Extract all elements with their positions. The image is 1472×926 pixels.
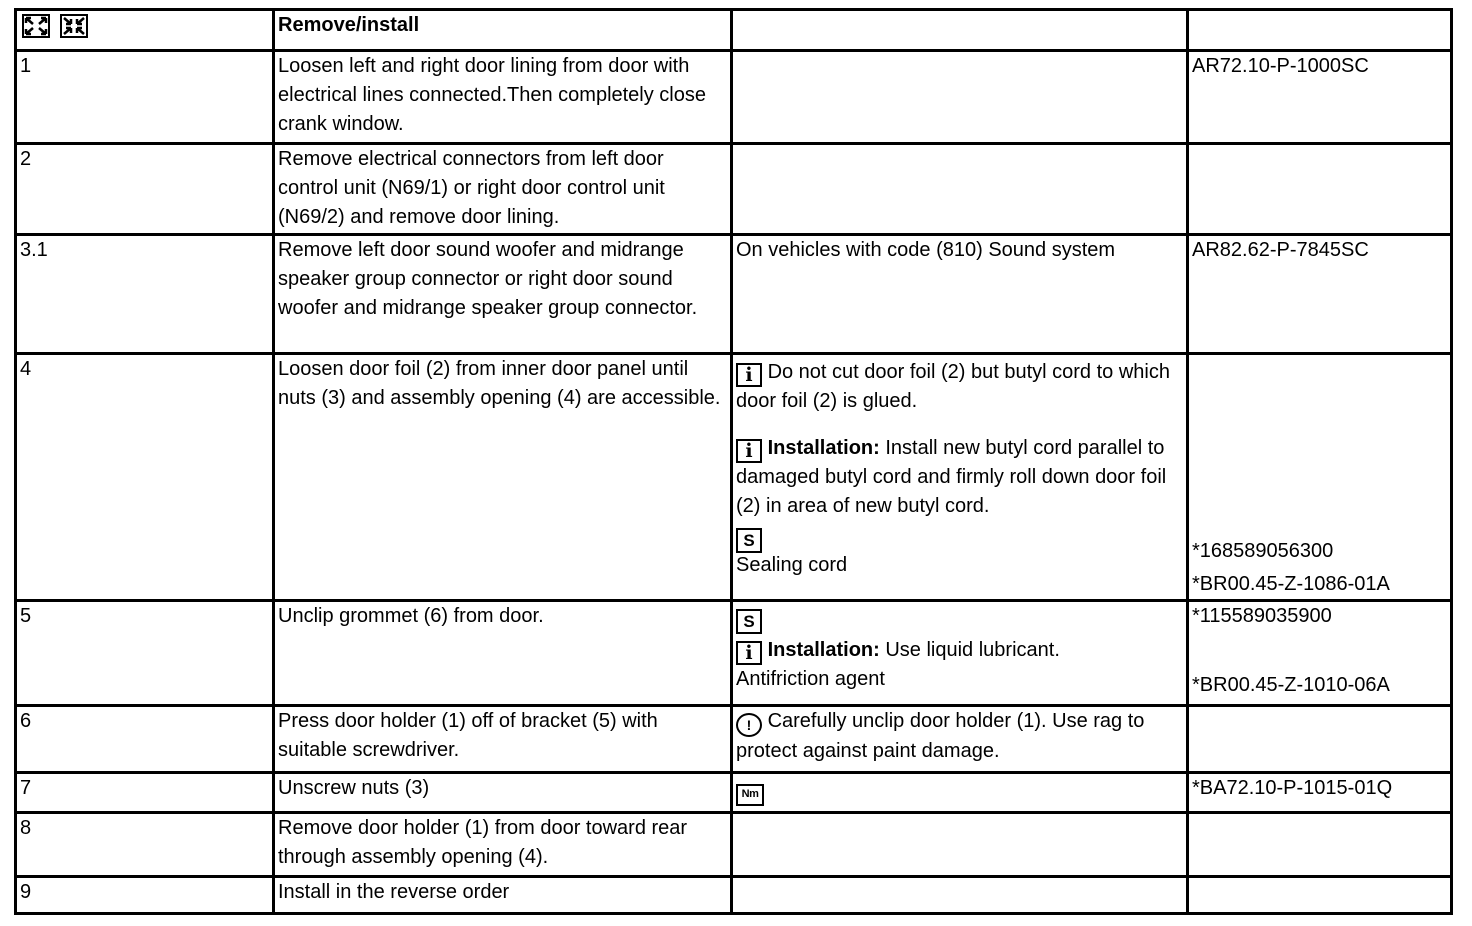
step-action: Remove electrical connectors from left door control unit (N69/1) or right door control unit (N69/2) and remove door lining.	[274, 144, 732, 235]
step-note	[732, 773, 1188, 813]
table-row	[16, 813, 1452, 877]
step-reference	[1188, 813, 1452, 877]
step-note	[732, 144, 1188, 235]
torque-icon[interactable]: Nm	[736, 784, 764, 806]
info-icon: i	[736, 641, 762, 665]
table-row	[16, 601, 1452, 706]
step-reference[interactable]	[1188, 773, 1452, 813]
step-reference	[1188, 877, 1452, 914]
info-icon: i	[736, 363, 762, 387]
step-reference[interactable]	[1188, 51, 1452, 144]
table-row	[16, 706, 1452, 773]
info-icon: i	[736, 439, 762, 463]
step-note	[732, 706, 1188, 773]
table-row	[16, 354, 1452, 601]
step-reference	[1188, 144, 1452, 235]
step-reference	[1188, 601, 1452, 706]
reference-link[interactable]: *BR00.45-Z-1010-06A	[1192, 674, 1390, 696]
step-number: 3.1	[16, 235, 274, 354]
step-action: Loosen left and right door lining from door with electrical lines connected.Then completely close crank window.	[274, 51, 732, 144]
step-action: Install in the reverse order	[274, 877, 732, 914]
table-row	[16, 235, 1452, 354]
note-text: Use liquid lubricant.	[885, 639, 1060, 661]
reference-link[interactable]: *BR00.45-Z-1086-01A	[1192, 573, 1390, 595]
step-action: Loosen door foil (2) from inner door panel until nuts (3) and assembly opening (4) are accessible.	[274, 354, 732, 601]
part-number[interactable]: *168589056300	[1192, 540, 1334, 562]
tool-name: Antifriction agent	[736, 668, 885, 690]
header-title-text: Remove/install	[278, 14, 420, 36]
step-action: Unclip grommet (6) from door.	[274, 601, 732, 706]
installation-label: Installation:	[767, 639, 880, 661]
tool-icon[interactable]: S	[736, 528, 762, 553]
step-note	[732, 51, 1188, 144]
installation-label: Installation:	[767, 437, 880, 459]
header-title	[274, 10, 732, 51]
step-number: 1	[16, 51, 274, 144]
note-text: Carefully unclip door holder (1). Use rag to protect against paint damage.	[736, 710, 1145, 762]
part-number[interactable]: *115589035900	[1192, 605, 1332, 627]
step-number: 4	[16, 354, 274, 601]
step-note	[732, 354, 1188, 601]
step-number: 7	[16, 773, 274, 813]
step-action: Remove door holder (1) from door toward rear through assembly opening (4).	[274, 813, 732, 877]
header-ref-cell	[1188, 10, 1452, 51]
reference-link[interactable]: *BA72.10-P-1015-01Q	[1192, 777, 1393, 799]
table-row	[16, 877, 1452, 914]
step-reference	[1188, 354, 1452, 601]
reference-link[interactable]: AR72.10-P-1000SC	[1192, 55, 1369, 77]
step-note	[732, 601, 1188, 706]
step-note	[732, 877, 1188, 914]
table-row	[16, 51, 1452, 144]
step-number: 8	[16, 813, 274, 877]
warning-icon: !	[736, 713, 762, 737]
step-action: Press door holder (1) off of bracket (5) with suitable screwdriver.	[274, 706, 732, 773]
header-note-cell	[732, 10, 1188, 51]
table-row	[16, 144, 1452, 235]
header-row	[16, 10, 1452, 51]
step-number: 5	[16, 601, 274, 706]
note-text: Do not cut door foil (2) but butyl cord to which door foil (2) is glued.	[736, 361, 1170, 412]
procedure-table	[14, 8, 1453, 915]
collapse-all-icon[interactable]	[60, 14, 88, 38]
reference-link[interactable]: AR82.62-P-7845SC	[1192, 239, 1369, 261]
tool-icon[interactable]: S	[736, 609, 762, 634]
step-number: 9	[16, 877, 274, 914]
step-note	[732, 813, 1188, 877]
expand-all-icon[interactable]	[22, 14, 50, 38]
step-note: On vehicles with code (810) Sound system	[732, 235, 1188, 354]
step-action: Remove left door sound woofer and midrange speaker group connector or right door sound woofer and midrange speaker group connector.	[274, 235, 732, 354]
table-row	[16, 773, 1452, 813]
header-icons-cell	[16, 10, 274, 51]
note-text: Install new butyl cord parallel to damaged butyl cord and firmly roll down door foil (2) in area of new butyl cord.	[736, 437, 1167, 517]
step-action: Unscrew nuts (3)	[274, 773, 732, 813]
step-reference	[1188, 706, 1452, 773]
step-reference[interactable]	[1188, 235, 1452, 354]
tool-name: Sealing cord	[736, 554, 848, 576]
step-number: 6	[16, 706, 274, 773]
step-number: 2	[16, 144, 274, 235]
